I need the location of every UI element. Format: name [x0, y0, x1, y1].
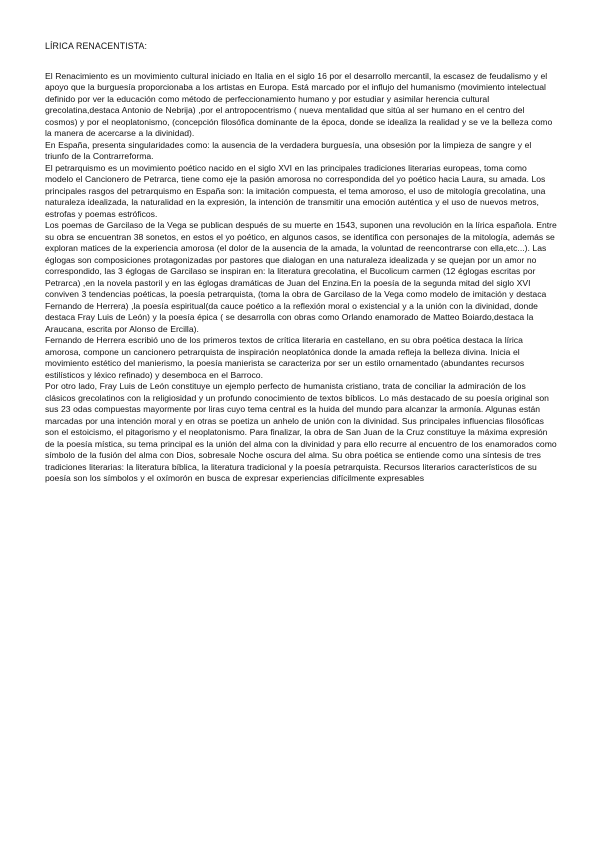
paragraph-renacimiento: El Renacimiento es un movimiento cultural iniciado en Italia en el siglo 16 por el desarrollo mercantil, la escasez de feudalismo y el apoyo que la burguesía proporcionaba a los artistas en Europa. Está marcado por el influjo del humanismo (movimiento intelectual definido por ver la educación como método de perfeccionamiento humano y por estudiar y asimilar herencia cultural grecolatina,destaca Antonio de Nebrija) ,por el antropocentrismo ( nueva mentalidad que sitúa al ser humano en el centro del cosmos) y por el neoplatonismo, (concepción filosófica dominante de la época, donde se idealiza la realidad y se ve la belleza como la manera de acercarse a la divinidad). [45, 70, 553, 138]
paragraph-herrera: Fernando de Herrera escribió uno de los primeros textos de crítica literaria en castellano, en su obra poética destaca la lírica amorosa, compone un cancionero petrarquista de inspiración neoplatónica donde la amada refleja la belleza divina. Inicia el movimiento estético del manierismo, la poesía manierista se caracteriza por ser un estilo ornamentado (abundantes recursos estilísticos y léxico refinado) y desemboca en el Barroco. [45, 335, 525, 380]
paragraph-espana: En España, presenta singularidades como: la ausencia de la verdadera burguesía, una obsesión por la limpieza de sangre y el triunfo de la Contrarreforma. [45, 139, 532, 161]
paragraph-petrarquismo: El petrarquismo es un movimiento poético nacido en el siglo XVI en las principales tradiciones literarias europeas, toma como modelo el Cancionero de Petrarca, tiene como eje la pasión amorosa no correspondida del yo poético hacia Laura, su amada. Los principales rasgos del petrarquismo en España son: la imitación compuesta, el tema amoroso, el uso de mitología grecolatina, una naturaleza idealizada, la naturalidad en la expresión, la intención de transmitir una emoción auténtica y el uso de nuevos metros, estrofas y poemas estróficos. [45, 162, 546, 219]
paragraph-fray-luis: Por otro lado, Fray Luis de León constituye un ejemplo perfecto de humanista cristiano, trata de conciliar la admiración de los clásicos grecolatinos con la religiosidad y un profundo conocimiento de textos bíblicos. Lo más destacado de su poesía original son sus 23 odas compuestas mayormente por liras cuyo tema central es la huida del mundo para alcanzar la armonía. Algunas están marcadas por una intención moral y en otras se poetiza un anhelo de unión con la divinidad. Sus principales influencias filosóficas son el estoicismo, el pitagorismo y el neoplatonismo. Para finalizar, la obra de San Juan de la Cruz constituye la máxima expresión de la poesía mística, su tema principal es la unión del alma con la divinidad y para ello recurre al encuentro de los enamorados como símbolo de la fusión del alma con Dios, sobresale Noche oscura del alma. Su obra poética se entiende como una síntesis de tres tradiciones literarias: la literatura bíblica, la literatura tradicional y la poesía petrarquista. Recursos literarios característicos de su poesía son los símbolos y el oxímorón en busca de expresar experiencias difícilmente expresables [45, 381, 557, 483]
paragraph-garcilaso: Los poemas de Garcilaso de la Vega se publican después de su muerte en 1543, suponen una revolución en la lírica española. Entre su obra se encuentran 38 sonetos, en estos el yo poético, en algunos casos, se identifica con personajes de la mitología, además se exploran matices de la experiencia amorosa (el dolor de la ausencia de la amada, la voluntad de reencontrarse con ella,etc...). Las églogas son composiciones protagonizadas por pastores que dialogan en una naturaleza idealizada y se quejan por un amor no correspondido, las 3 églogas de Garcilaso se inspiran en: la literatura grecolatina, el Bucolicum carmen (12 églogas escritas por Petrarca) ,en la novela pastoril y en las églogas dramáticas de Juan del Enzina.En la poesía de la segunda mitad del siglo XVI conviven 3 tendencias poéticas, la poesía petrarquista, (toma la obra de Garcilaso de la Vega como modelo de imitación y destaca Fernando de Herrera) ,la poesía espiritual(da cauce poético a la reflexión moral o existencial y a la unión con la divinidad, donde destaca Fray Luis de León) y la poesía épica ( se desarrolla con obras como Orlando enamorado de Matteo Boiardo,destaca la Araucana, escrita por Alonso de Ercilla). [45, 220, 557, 334]
document-title: LÍRICA RENACENTISTA: [45, 41, 148, 51]
document-body [45, 41, 557, 485]
